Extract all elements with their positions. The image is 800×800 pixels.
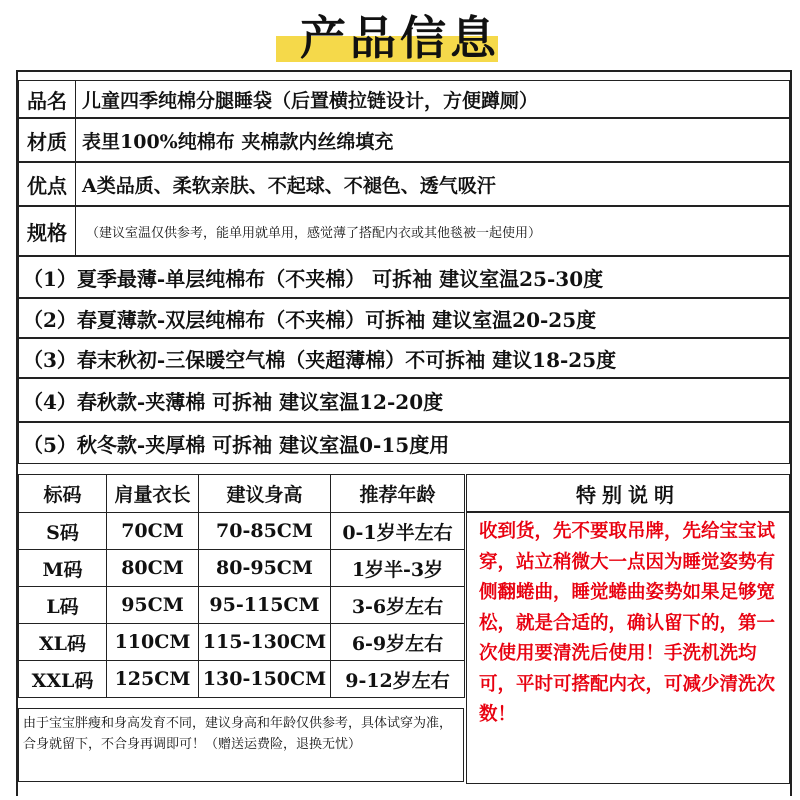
material-value: 表里100%纯棉布 夹棉款内丝绵填充 (82, 130, 394, 153)
length-cell: 110CM (107, 624, 199, 661)
advantage-value: A类品质、柔软亲肤、不起球、不褪色、透气吸汗 (82, 174, 496, 197)
size-cell: S码 (19, 513, 107, 550)
spec-item-text: （5）秋冬款-夹厚棉 可拆袖 建议室温0-15度用 (23, 432, 450, 457)
spec-item (18, 256, 790, 298)
size-cell: XL码 (19, 624, 107, 661)
product-name-value: 儿童四季纯棉分腿睡袋（后置横拉链设计，方便蹲厕） (82, 89, 539, 112)
height-cell: 95-115CM (199, 587, 331, 624)
header-age: 推荐年龄 (331, 475, 465, 513)
length-cell: 95CM (107, 587, 199, 624)
age-cell: 3-6岁左右 (331, 587, 465, 624)
spec-item-text: （3）春末秋初-三保暖空气棉（夹超薄棉）不可拆袖 建议18-25度 (23, 347, 617, 372)
spec-item-text: （4）春秋款-夹薄棉 可拆袖 建议室温12-20度 (23, 389, 444, 414)
row-advantage (18, 162, 790, 206)
length-cell: 70CM (107, 513, 199, 550)
size-cell: M码 (19, 550, 107, 587)
height-cell: 80-95CM (199, 550, 331, 587)
length-cell: 125CM (107, 661, 199, 698)
table-row (19, 550, 465, 587)
special-note-text: 收到货，先不要取吊牌，先给宝宝试穿，站立稍微大一点因为睡觉姿势有侧翻蜷曲，睡觉蜷曲姿势如果足够宽松，就是合适的，确认留下的，第一次使用要清洗后使用！手洗机洗均可，平时可搭配内衣，可减少清洗次数！ (466, 512, 790, 784)
row-product-name (18, 80, 790, 118)
row-spec (18, 206, 790, 256)
size-note: 由于宝宝胖瘦和身高发育不同，建议身高和年龄仅供参考，具体试穿为准，合身就留下，不合身再调即可！（赠送运费险，退换无忧） (18, 708, 464, 782)
size-table-header (19, 475, 465, 513)
spec-item (18, 378, 790, 422)
spec-item-text: （2）春夏薄款-双层纯棉布（不夹棉）可拆袖 建议室温20-25度 (23, 307, 597, 332)
age-cell: 0-1岁半左右 (331, 513, 465, 550)
material-label: 材质 (19, 119, 76, 161)
table-row (19, 513, 465, 550)
table-row (19, 624, 465, 661)
table-row (19, 661, 465, 698)
size-cell: XXL码 (19, 661, 107, 698)
height-cell: 70-85CM (199, 513, 331, 550)
length-cell: 80CM (107, 550, 199, 587)
header-length: 肩量衣长 (107, 475, 199, 513)
spec-item (18, 422, 790, 464)
special-note-header: 特别说明 (466, 474, 790, 512)
table-row (19, 587, 465, 624)
page-title: 产品信息 (300, 11, 500, 65)
spec-value: （建议室温仅供参考，能单用就单用，感觉薄了搭配内衣或其他毯被一起使用） (86, 225, 542, 241)
spec-item (18, 298, 790, 338)
size-table (18, 474, 465, 698)
spec-label: 规格 (19, 207, 76, 255)
height-cell: 130-150CM (199, 661, 331, 698)
row-material (18, 118, 790, 162)
height-cell: 115-130CM (199, 624, 331, 661)
spec-item (18, 338, 790, 378)
age-cell: 6-9岁左右 (331, 624, 465, 661)
title-area (0, 0, 800, 68)
advantage-label: 优点 (19, 163, 76, 205)
header-height: 建议身高 (199, 475, 331, 513)
size-cell: L码 (19, 587, 107, 624)
spec-item-text: （1）夏季最薄-单层纯棉布（不夹棉） 可拆袖 建议室温25-30度 (23, 266, 604, 291)
age-cell: 1岁半-3岁 (331, 550, 465, 587)
header-size: 标码 (19, 475, 107, 513)
age-cell: 9-12岁左右 (331, 661, 465, 698)
product-name-label: 品名 (19, 81, 76, 117)
